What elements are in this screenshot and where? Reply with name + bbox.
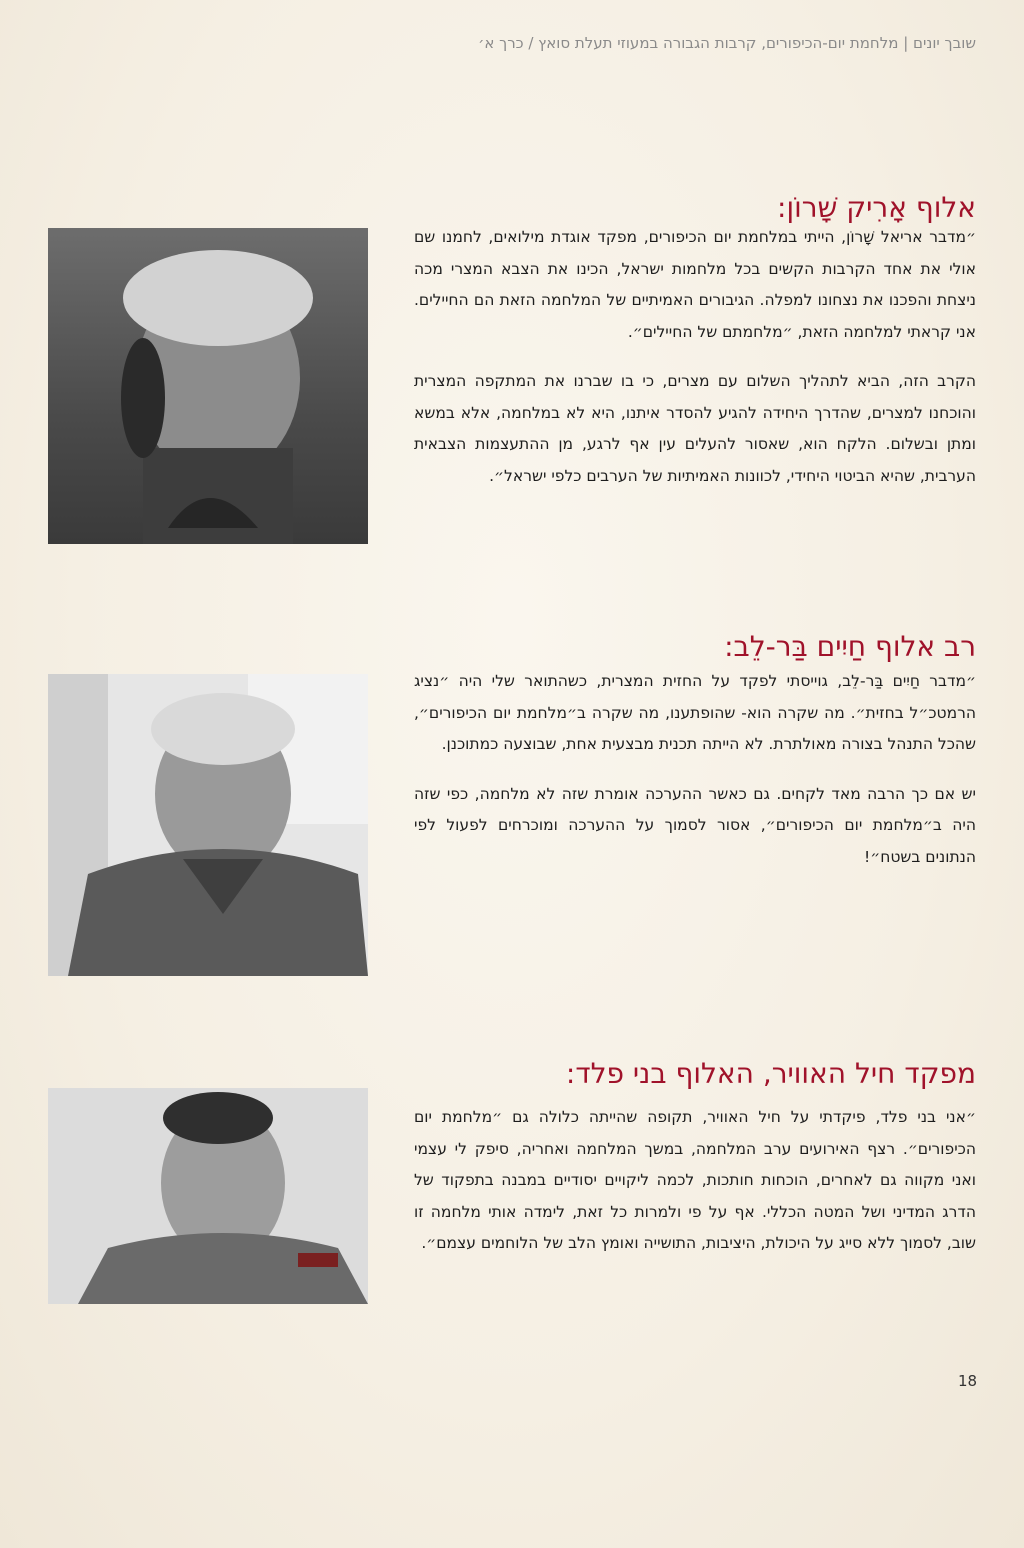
sharon-photo: [48, 228, 368, 544]
page-number: 18: [958, 1372, 978, 1390]
peled-text: [414, 1102, 976, 1278]
barlev-text: [414, 666, 976, 891]
sharon-paragraph-1: ״מדבר אריאל שָׁרוֹן, הייתי במלחמת יום הכיפורים, מפקד אוגדת מילואים, לחמנו שם אולי את אחד הקרבות הקשים בכל מלחמות ישראל, הכינו את הצבא המצרי מכה ניצחת והפכנו את נצחונו למפלה. הגיבורים האמיתיים של המלחמה הזאת הם החיילים. אני קראתי למלחמה הזאת, ״מלחמתם של החיילים״.: [414, 228, 976, 341]
barlev-paragraph-1: ״מדבר חַיִים בַּר-לֵב, גוייסתי לפקד על החזית המצרית, כשהתואר שלי היה ״נציג הרמטכ״ל בחזית״. מה שקרה הוא- שהופתענו, מה שקרה ב״מלחמת יום הכיפורים״, שהכל התנהל בצורה מאולתרת. לא הייתה תכנית מבצעית אחת, שבוצעה כמתוכנן.: [414, 672, 976, 753]
section-heading-barlev: רב אלוף חַיִים בַּר-לֵב:: [724, 630, 976, 664]
running-header: שובך יונים | מלחמת יום-הכיפורים, קרבות הגבורה במעוזי תעלת סואץ / כרך א׳: [478, 34, 976, 52]
sharon-paragraph-2: הקרב הזה, הביא לתהליך השלום עם מצרים, כי בו שברנו את המתקפה המצרית והוכחנו למצרים, שהדרך היחידה להגיע להסדר איתנו, היא לא במלחמה, אלא במשא ומתן ובשלום. הלקח הוא, שאסור להעלים עין אף לרגע, מן ההתעצמות הצבאית הערבית, שהיא הביטוי היחידי, לכוונות האמיתיות של הערבים כלפי ישראל״.: [414, 372, 976, 485]
peled-paragraph-1: ״אני בני פלד, פיקדתי על חיל האוויר, תקופה שהייתה כלולה גם ״מלחמת יום הכיפורים״. רצף האירועים ערב המלחמה, במשך המלחמה ואחריה, סיפק לי עצמי ואני מקווה גם לאחרים, הוכחות חותכות, לכמה ליקויים יסודיים במבנה בתפקוד של הדרג המדיני ושל המטה הכללי. אף על פי ולמרות כל זאת, לימדה אותי מלחמה זו שוב, לסמוך ללא סייג על היכולת, היציבות, התושייה ואומץ הלב של הלוחמים עצמם״.: [414, 1108, 976, 1252]
barlev-photo: [48, 674, 368, 976]
section-heading-sharon: אלוף אָרִיק שָׁרוֹן:: [777, 191, 976, 225]
barlev-paragraph-2: יש אם כך הרבה מאד לקחים. גם כאשר ההערכה אומרת שזה לא מלחמה, כפי שזה היה ב״מלחמת יום הכיפורים״, אסור לסמוך על ההערכה ומוכרחים לפעול לפי הנתונים בשטח״!: [414, 784, 976, 866]
peled-photo: [48, 1088, 368, 1304]
section-heading-peled: מפקד חיל האוויר, האלוף בני פלד:: [565, 1057, 976, 1091]
sharon-text: [414, 222, 976, 510]
